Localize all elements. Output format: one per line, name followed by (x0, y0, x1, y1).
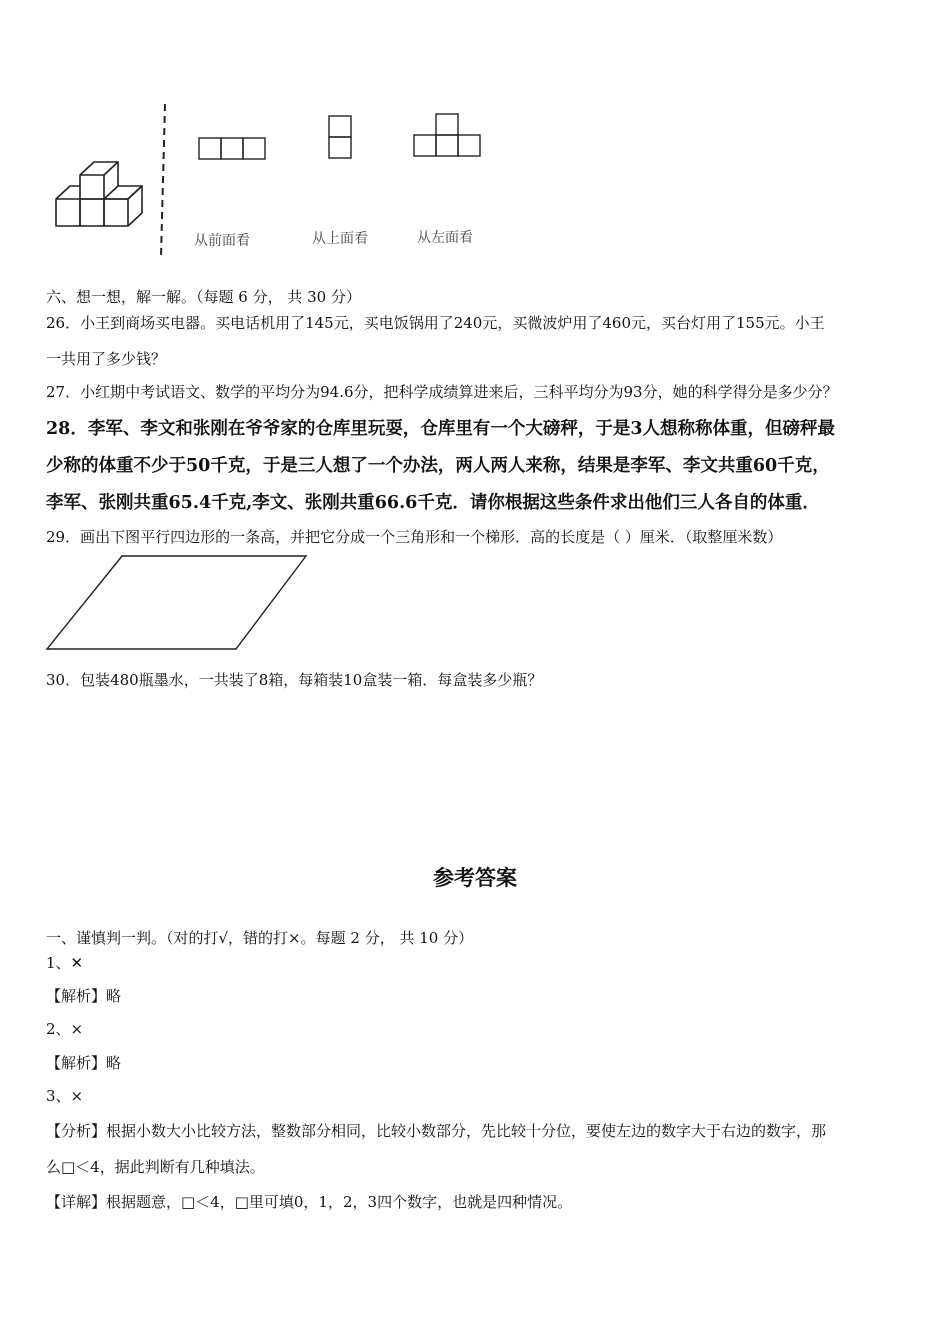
caption-left-view: 从左面看 (417, 230, 473, 246)
answer-3-detail: 【详解】根据题意，□＜4，□里可填0，1，2，3四个数字，也就是四种情况。 (46, 1193, 573, 1211)
q26-line-1: 26．小王到商场买电器。买电话机用了145元，买电饭锅用了240元，买微波炉用了460元，买台灯用了155元。小王 (46, 314, 825, 332)
q29-line-1: 29．画出下图平行四边形的一条高，并把它分成一个三角形和一个梯形．高的长度是（ ）厘米．（取整厘米数） (46, 528, 783, 546)
divider-dashed-line (161, 104, 165, 256)
front-view (199, 138, 265, 159)
top-view (329, 116, 351, 158)
parallelogram-figure (44, 553, 310, 653)
q26-line-2: 一共用了多少钱？ (46, 350, 167, 368)
answer-2-note: 【解析】略 (46, 1054, 122, 1072)
cube-stack (56, 162, 142, 226)
answer-1: 1、✕ (46, 954, 84, 972)
left-view (414, 114, 480, 156)
q28-line-2: 少称的体重不少于50千克，于是三人想了一个办法，两人两人来称，结果是李军、李文共重60千克， (46, 456, 830, 476)
answer-3: 3、× (46, 1087, 84, 1105)
q28-line-1: 28．李军、李文和张刚在爷爷家的仓库里玩耍，仓库里有一个大磅秤，于是3人想称称体重，但磅秤最 (46, 419, 836, 439)
answer-2: 2、× (46, 1020, 84, 1038)
answers-section-1-heading: 一、谨慎判一判。（对的打√，错的打×。每题 2 分， 共 10 分） (46, 929, 474, 947)
answers-title: 参考答案 (433, 865, 517, 890)
section-6-heading: 六、想一想，解一解。（每题 6 分， 共 30 分） (46, 288, 361, 306)
q28-line-3: 李军、张刚共重65.4千克,李文、张刚共重66.6千克．请你根据这些条件求出他们三人各自的体重． (46, 493, 820, 513)
caption-front-view: 从前面看 (194, 233, 250, 249)
answer-3-analysis-2: 么□＜4，据此判断有几种填法。 (46, 1158, 265, 1176)
q27-line-1: 27．小红期中考试语文、数学的平均分为94.6分，把科学成绩算进来后，三科平均分为93分，她的科学得分是多少分？ (46, 383, 838, 401)
answer-1-note: 【解析】略 (46, 987, 122, 1005)
answer-3-analysis-1: 【分析】根据小数大小比较方法，整数部分相同，比较小数部分，先比较十分位，要使左边的数字大于右边的数字，那 (46, 1122, 827, 1140)
caption-top-view: 从上面看 (312, 231, 368, 247)
q30-line-1: 30．包装480瓶墨水，一共装了8箱，每箱装10盒装一箱．每盒装多少瓶？ (46, 671, 543, 689)
